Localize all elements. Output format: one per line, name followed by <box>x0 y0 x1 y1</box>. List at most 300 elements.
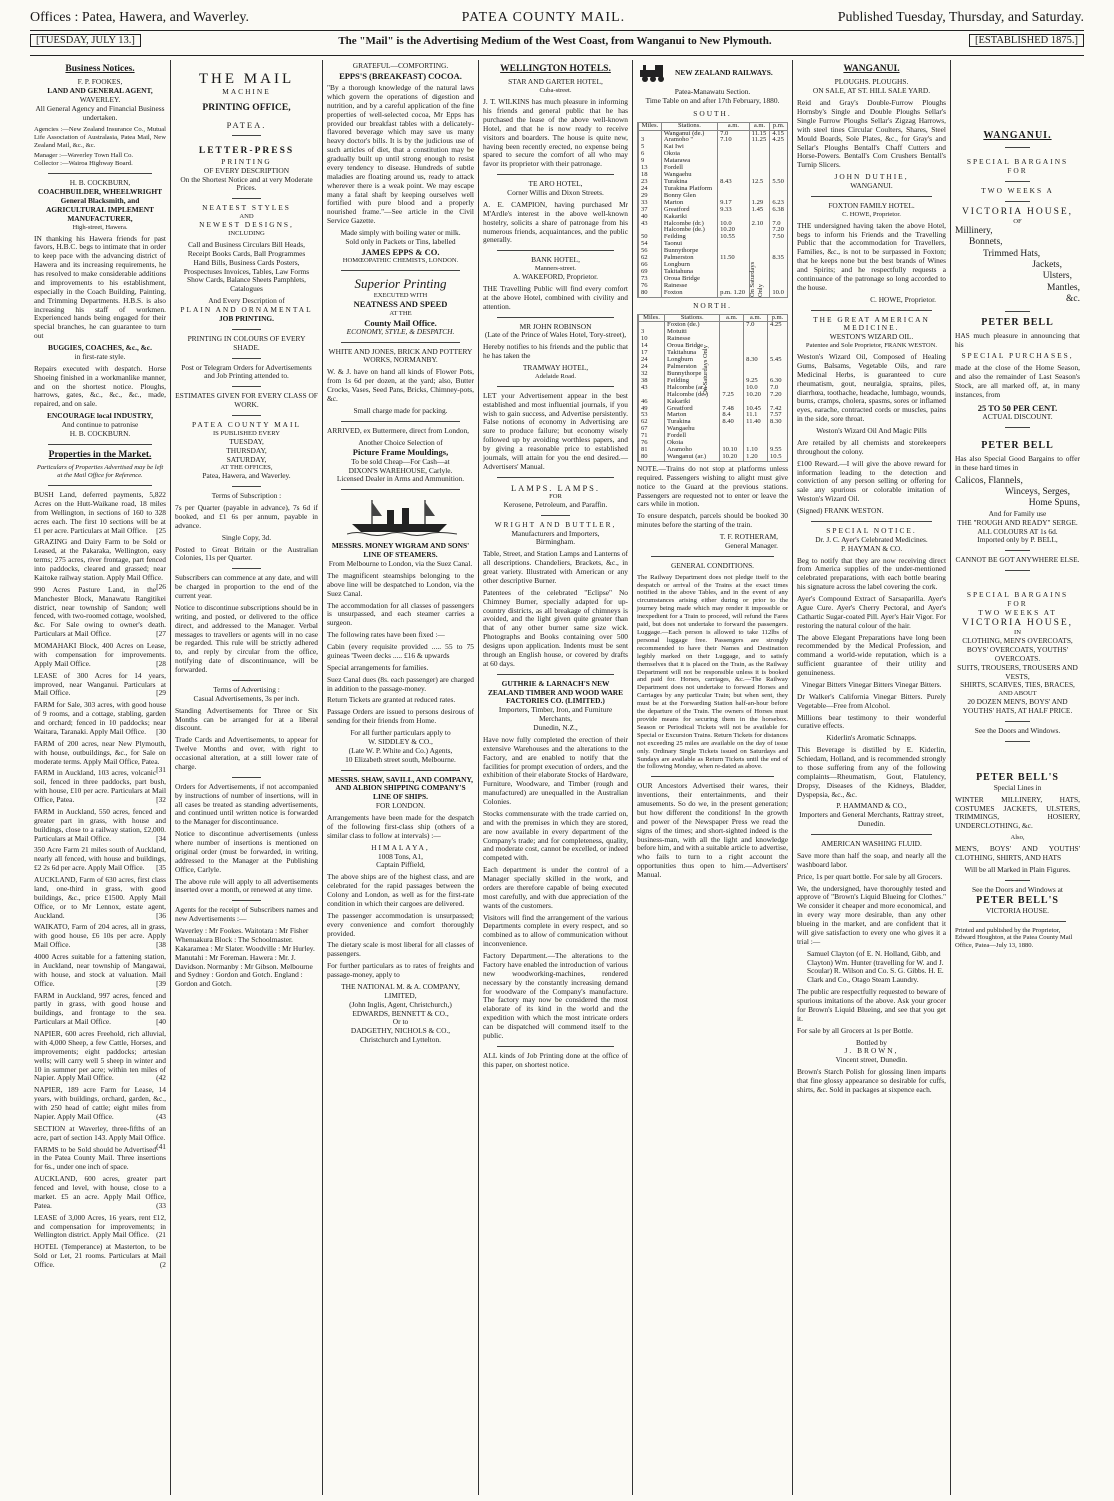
hayman: P. HAYMAN & CO. <box>840 543 903 553</box>
imported-by: Imported only by P. BELL, <box>977 535 1058 545</box>
time-cell <box>767 433 787 440</box>
time-cell <box>749 186 770 193</box>
station-cell: Rainesse <box>661 283 717 290</box>
col-am: a.m. <box>720 315 744 322</box>
station-cell: Marton <box>661 200 717 207</box>
timetable-row <box>639 336 788 343</box>
of-label: OF <box>1013 218 1022 226</box>
time-cell <box>749 158 770 165</box>
miles-cell: 24 <box>639 357 665 364</box>
timetable-row <box>639 412 788 419</box>
timetable-row <box>639 343 788 350</box>
time-cell <box>744 343 768 350</box>
published-days: Published Tuesday, Thursday, and Saturday. <box>837 10 1084 25</box>
property-ad: LEASE of 3,000 Acres, 16 years, rent £12, and compensation for improvements; in Wellington district. Apply Mail Office. (21 <box>34 1212 166 1240</box>
time-cell: p.m. 1.20 <box>718 290 750 297</box>
steamship-icon <box>347 496 457 536</box>
timetable-row <box>639 214 788 221</box>
on-sale-yard: ON SALE, AT ST. HILL SALE YARD. <box>812 86 931 96</box>
timetable-row <box>639 193 788 200</box>
bonnets: Bonnets, <box>969 237 1003 248</box>
time-cell <box>720 343 744 350</box>
ship-tons: 1008 Tons, A1, <box>378 851 423 861</box>
time-cell: 8.40 <box>720 419 744 426</box>
time-cell <box>770 151 787 158</box>
property-ad: HOTEL (Temperance) at Masterton, to be Sold or Let, 21 rooms. Particulars at Mail Office. (2 <box>34 1242 166 1270</box>
timetable-row <box>639 255 788 262</box>
economy-style: ECONOMY, STYLE, & DESPATCH. <box>346 326 455 336</box>
station-cell: Greatford <box>665 406 720 413</box>
timetable-row <box>639 283 788 290</box>
mail-machine: MACHINE <box>222 87 271 96</box>
time-cell: 7.42 <box>767 406 787 413</box>
south-timetable <box>637 122 788 298</box>
estimates: ESTIMATES GIVEN FOR EVERY CLASS OF WORK. <box>175 391 318 410</box>
family-use: And for Family use <box>988 508 1047 518</box>
time-cell <box>749 151 770 158</box>
timetable-row <box>639 137 788 144</box>
pcm-title: PATEA COUNTY MAIL <box>191 420 301 430</box>
miles-cell: 67 <box>639 426 665 433</box>
miles-cell: 43 <box>639 221 662 228</box>
station-cell: Foxton (de.) <box>665 322 720 329</box>
miles-cell: 62 <box>639 419 665 426</box>
neatest-styles: NEATEST STYLES <box>202 203 291 213</box>
rates-special: Special arrangements for families. <box>327 662 429 672</box>
star-garter-name: STAR AND GARTER HOTEL, <box>508 77 603 87</box>
fookes-place: WAVERLEY. <box>79 95 121 105</box>
locomotive-icon <box>637 62 671 84</box>
grateful-line: GRATEFUL—COMFORTING. <box>352 61 449 70</box>
station-cell: Takitahuna <box>665 350 720 357</box>
miles-cell: 76 <box>639 283 662 290</box>
station-cell: Aramoho " <box>661 137 717 144</box>
two-weeks: TWO WEEKS A <box>981 185 1054 195</box>
mantles: Mantles, <box>1047 282 1080 293</box>
wizard-and-pills: Weston's Wizard Oil And Magic Pills <box>816 426 927 436</box>
time-cell <box>718 144 750 151</box>
property-ad: 4000 Acres suitable for a fattening station, in Auckland, near township of Mangawai, with house, and stock at valuation. Mail Office. [39 <box>34 952 166 988</box>
station-cell: Kakariki <box>661 214 717 221</box>
station-cell: Okoia <box>665 440 720 447</box>
timetable-row <box>639 454 788 461</box>
station-cell: Greatford <box>661 207 717 214</box>
wj-body: W. & J. have on hand all kinds of Flower Pots, from 1s 6d per dozen, at the yard; also, Butter Crocks, Vases, Seed Pans, Bricks, Chimney-pots, &c. <box>327 367 474 403</box>
time-cell <box>749 165 770 172</box>
shaw-body4: The dietary scale is most liberal for all classes of passengers. <box>327 940 474 959</box>
epps-title: EPPS'S (BREAKFAST) COCOA. <box>339 70 462 81</box>
time-cell <box>720 371 744 378</box>
timetable-row <box>639 378 788 385</box>
calicos: Calicos, Flannels, <box>955 475 1023 486</box>
time-cell <box>718 158 750 165</box>
north-heading: NORTH. <box>693 300 732 310</box>
general-conditions-head: GENERAL CONDITIONS. <box>670 560 755 570</box>
top-rule <box>30 30 1084 31</box>
printing: PRINTING <box>221 156 272 166</box>
time-cell: 11.1 <box>744 412 768 419</box>
timetable-row <box>639 269 788 276</box>
time-cell: 10.20 <box>720 454 744 461</box>
time-cell <box>749 144 770 151</box>
wj-small: Small charge made for packing. <box>353 405 448 415</box>
time-cell <box>744 433 768 440</box>
above-rule: The above rule will apply to all advertisements inserted over a month, or renewed at any time. <box>175 876 318 895</box>
time-cell <box>744 426 768 433</box>
timetable-row <box>639 290 788 297</box>
station-cell: Wanganui (de.) <box>661 130 717 137</box>
wigram-body: The magnificent steamships belonging to the above line will be despatched to London, via the Suez Canal. <box>327 570 474 598</box>
trade-cards: Trade Cards and Advertisements, to appear for Twelve Months and over, with right to occasional alteration, at a still lower rate of charge. <box>175 735 318 771</box>
miles-cell: 81 <box>639 447 665 454</box>
time-cell <box>720 336 744 343</box>
howe-proprietor: C. HOWE, Proprietor. <box>842 210 901 218</box>
miles-cell: 13 <box>639 165 662 172</box>
time-cell <box>720 357 744 364</box>
lamps-heading: LAMPS. LAMPS. <box>510 482 601 493</box>
col-stations: Stations. <box>665 315 720 322</box>
dagg-nichols: DADGETHY, NICHOLS & CO., <box>350 1026 451 1036</box>
miles-cell: 29 <box>639 193 662 200</box>
time-cell <box>720 426 744 433</box>
general-conditions-body: The Railway Department does not pledge itself to the despatch or arrival of the Trains at the exact times notified in the above Tables, and in the event of any circumstances arising either during or prior to the journey being made which may render it impossible or inexpedient for a Train to proceed, will refund the Fares paid, but does not undertake to forward the passengers. Luggage.—Each person is allowed to take 112lbs of personal luggage free. Passengers are strongly recommended to have their Names and Destination legibly marked on their Luggage, and to satisfy themselves that it is placed on the Train, as the Railway Department will not be responsible unless it is booked and paid for. Horses, carriages, &c.—The Railway Department does not undertake to forward Horses and Carriages by any particular Train; but when sent, they must be at the Forwarding Station half-an-hour before the departure of the Train. The owners of Horses must provide means for securing them in the horsebox. Season or Periodical Tickets will not be available for Special or Excursion Trains. Return Tickets for distances not exceeding 25 miles are available on the day of issue only. Ordinary Single Tickets issued on Saturdays and Sundays are available as Return Tickets until the end of the following Monday, when re-dated as above. <box>637 573 788 771</box>
epps-sold: Sold only in Packets or Tins, labelled <box>345 236 456 246</box>
miles-cell: 5 <box>639 144 662 151</box>
rough-ready: THE "ROUGH AND READY" SERGE. <box>957 517 1078 527</box>
time-cell: 11.40 <box>744 419 768 426</box>
miles-cell: 71 <box>639 433 665 440</box>
time-cell <box>767 343 787 350</box>
time-cell: 4.15 <box>770 130 787 137</box>
time-cell <box>767 336 787 343</box>
peter-bell-2: PETER BELL <box>981 439 1054 451</box>
station-cell: Bunnythorpe <box>661 248 717 255</box>
properties-intro: Particulars of Properties Advertised may be left at the Mail Office for Reference. <box>36 464 164 480</box>
miles-cell: 80 <box>639 454 665 461</box>
timetable-row <box>639 433 788 440</box>
station-cell: Palmerston <box>661 255 717 262</box>
ploughs-body: Reid and Gray's Double-Furrow Ploughs Hornsby's Single and Double Ploughs Sellar's Single Furrow Ploughs Sellar's Zigzag Harrows, with steel tines Circular Coulters, Shares, Steel Mould Boards, Sole Plates, &c., for Gray's and Sellar's Ploughs Bentall's Chaff Cutters and Horse-Powers. Bentall's Corn Crushers Bentall's Turnip Slicers. <box>797 98 946 170</box>
time-cell: 11.50 <box>718 255 750 262</box>
miles-cell: 54 <box>639 241 662 248</box>
epps-made: Made simply with boiling water or milk. <box>340 228 461 238</box>
miles-cell: 38 <box>639 378 665 385</box>
rotheram: T. F. ROTHERAM, <box>719 532 778 542</box>
printing-office: PRINTING OFFICE, <box>202 102 291 113</box>
hammand: P. HAMMAND & CO., <box>836 801 907 811</box>
property-ad: FARM in Auckland, 997 acres, fenced and partly in grass, with good house and buildings, and frontage to the sea. Particulars at Mail Office. [40 <box>34 990 166 1027</box>
shaw-body3: The passenger accommodation is unsurpassed; every convenience and comfort thoroughly provided. <box>327 910 474 938</box>
general-manager: General Manager. <box>725 540 778 550</box>
property-ad: FARMS to be Sold should be Advertised in the Patea County Mail. Three insertions for 6s., under one inch of space. <box>34 1144 166 1172</box>
shaw-body: Arrangements have been made for the despatch of the following first-class ship (others of a similar class to follow at intervals) :— <box>327 813 474 840</box>
miles-cell: 46 <box>639 399 665 406</box>
dagg-place: Christchurch and Lyttelton. <box>359 1035 442 1045</box>
station-cell: Taonui <box>661 241 717 248</box>
timetable-row <box>639 158 788 165</box>
miles-cell: 49 <box>639 406 665 413</box>
south-rows <box>639 130 788 297</box>
time-cell <box>720 433 744 440</box>
time-cell: 4.25 <box>767 322 787 329</box>
station-cell: Wangaehu <box>661 172 717 179</box>
walker-bitters: Dr Walker's California Vinegar Bitters. Purely Vegetable—Free from Alcohol. <box>797 691 946 710</box>
actual-discount: ACTUAL DISCOUNT. <box>982 411 1053 421</box>
wb-patentee: Patentees of the celebrated "Eclipse" No Chimney Burner, specially adapted for up-country districts, as all breakage of chimneys is avoided, and the light given quite greater than that of any other burner same size wick. Photographs and Books containing over 500 designs upon application. Indents must be sent through an English house, or covered by drafts at 60 days. <box>483 587 628 668</box>
time-cell: 9.55 <box>767 447 787 454</box>
station-cell: Turakina Platform <box>661 186 717 193</box>
miles-cell: 50 <box>639 234 662 241</box>
time-cell: 7.0 <box>744 322 768 329</box>
peter-bells: PETER BELL'S <box>976 771 1059 783</box>
time-cell: 4.25 <box>770 137 787 144</box>
single-copy: Single Copy, 3d. <box>221 532 272 542</box>
cockburn-style: in first-rate style. <box>74 351 126 361</box>
time-cell: 10.10 <box>720 447 744 454</box>
duthie: JOHN DUTHIE, <box>834 172 909 182</box>
day-saturday: SATURDAY, <box>226 454 267 464</box>
cockburn-body: IN thanking his Hawera friends for past favors, H.B.C. begs to intimate that in order to keep pace with the advancing district of Hawera and its increasing requirements, he has resolved to make considerable additions and improvements to his establishment, especially in the Coach Building, Painting, and Trimming Departments. H.B.S. is also increasing his staff of workmen. Experienced hands being engaged for their special branches, he can guarantee to turn out <box>34 233 166 341</box>
including-label: INCLUDING <box>228 230 265 237</box>
letterpress: LETTER-PRESS <box>198 146 295 157</box>
bank-name: BANK HOTEL, <box>531 255 580 265</box>
agents-head: Agents for the receipt of Subscribers names and new Advertisements :— <box>175 905 318 924</box>
millions-testimony: Millions bear testimony to their wonderful curative effects. <box>797 712 946 731</box>
col-stations: Stations. <box>661 123 717 130</box>
starch-polish: Brown's Starch Polish for glossing linen imparts that fine glossy appearance so desirable for cuffs, shirts, &c. Sold in packages at sixpence each. <box>797 1067 946 1094</box>
suez-dues: Suez Canal dues (8s. each passenger) are charged in addition to the passage-money. <box>327 674 474 693</box>
wizard-oil: WESTON'S WIZARD OIL. <box>829 332 914 342</box>
wigram-accom: The accommodation for all classes of passengers is unsurpassed, and each steamer carries a surgeon. <box>327 600 474 628</box>
station-cell: Halcombe (dr.) <box>661 221 717 228</box>
cockburn-encourage: ENCOURAGE local INDUSTRY, <box>46 411 154 421</box>
bottled-by: Bottled by <box>856 1037 887 1047</box>
business-notices-heading: Business Notices. <box>65 64 135 74</box>
time-cell: 10.5 <box>767 454 787 461</box>
grocers-sale: For sale by all Grocers at 1s per Bottle. <box>797 1025 913 1035</box>
time-cell <box>770 241 787 248</box>
fookes-manager: Manager :—Waverley Town Hall Co. <box>34 152 134 160</box>
trains-note: NOTE.—Trains do not stop at platforms unless required. Passengers wishing to alight must give notice to the Guard at the previous stations. Passengers are requested not to enter or leave the cars while in motion. <box>637 463 788 509</box>
printing-items: Call and Business Circulars Bill Heads, Receipt Books Cards, Ball Programmes Hand Bills, Business Cards Posters, Prospectuses Invoices, Tables, Law Forms Show Cards, Balance Sheets Pamphlets, Catalogues <box>183 239 310 294</box>
neatness-speed: NEATNESS AND SPEED <box>353 299 448 310</box>
time-cell: 6.38 <box>770 207 787 214</box>
time-cell <box>718 262 750 269</box>
miles-cell: 24 <box>639 364 665 371</box>
miles-cell: 66 <box>639 262 662 269</box>
ayer-body: The above Elegant Preparations have long been recommended by the Medical Profession, and command a world-wide reputation, which is a sufficient guarantee of their utility and genuineness. <box>797 632 946 678</box>
ayer-list: Ayer's Compound Extract of Sarsaparilla. Ayer's Ague Cure. Ayer's Cherry Pectoral, and Ayer's Cathartic Sugar-coated Pill. Ayer's Hair Vigor. For restoring the natural colour of the hair. <box>797 594 946 630</box>
column-peter-bell <box>951 60 1084 1495</box>
star-garter-street: Cuba-street. <box>539 87 572 95</box>
time-cell: 9.17 <box>718 200 750 207</box>
orders-note: Orders for Advertisements, if not accompanied by instructions of number of insertions, will in all cases be treated as standing advertisements, and continued until written notice is forwarded to the Manager for discontinuance. <box>175 781 318 827</box>
time-cell <box>744 329 768 336</box>
north-timetable <box>637 314 788 462</box>
miles-cell: 69 <box>639 269 662 276</box>
timetable-row <box>639 364 788 371</box>
reward-notice: £100 Reward.—I will give the above reward for information leading to the detection and conviction of any person selling or offering for sale any spurious or colorable imitation of Weston's Wizard Oil. <box>797 458 946 504</box>
time-cell: 2.10 <box>749 221 770 228</box>
properties-heading: Properties in the Market. <box>48 449 152 460</box>
timetable-row <box>639 419 788 426</box>
time-cell <box>770 165 787 172</box>
posted-rate: Posted to Great Britain or the Australian Colonies, 11s per Quarter. <box>175 544 318 563</box>
particulars-apply: For all further particulars apply to <box>350 728 451 737</box>
station-cell: Takitahuna <box>661 269 717 276</box>
for-london: FOR LONDON. <box>375 801 426 811</box>
time-cell: 11.25 <box>749 137 770 144</box>
fookes-title: LAND AND GENERAL AGENT, <box>47 86 153 96</box>
dixon-warehouse: DIXON'S WAREHOUSE, Carlyle. <box>348 465 453 475</box>
timetable-row <box>639 165 788 172</box>
fookes-line: All General Agency and Financial Business undertaken. <box>35 104 165 122</box>
fookes-collector: Collector :—Wairoa Highway Board. <box>34 160 133 168</box>
station-cell: Fordell <box>665 433 720 440</box>
miles-cell: 53 <box>639 412 665 419</box>
shaw-body2: The above ships are of the highest class, and are celebrated for the rapid passages between the Colony and London, as well as for the first-rate condition in which their cargoes are delivered. <box>327 872 474 908</box>
miles-cell: 32 <box>639 371 665 378</box>
property-ad: NAPIER, 189 acre Farm for Lease, 14 years, with buildings, orchard, garden, &c., with 250 head of cattle; eight miles from Napier. Apply Mail Office. (43 <box>34 1085 166 1121</box>
time-cell: 7.0 <box>767 385 787 392</box>
miles-cell: 40 <box>639 214 662 221</box>
licensed-dealer: Licensed Dealer in Arms and Ammunition. <box>336 474 465 484</box>
job-printing-notice: ALL kinds of Job Printing done at the office of this paper, on shortest notice. <box>483 1050 628 1069</box>
at-offices: AT THE OFFICES, <box>220 464 273 472</box>
time-cell <box>749 234 770 241</box>
and-label: AND <box>239 213 254 221</box>
timetable-row <box>639 440 788 447</box>
time-cell <box>720 350 744 357</box>
property-ad: 350 Acre Farm 21 miles south of Auckland, nearly all fenced, with house and buildings, £2 2s 6d per acre. Apply Mail Office. [35 <box>34 845 166 873</box>
to-be-sold: To be sold Cheap—For Cash—at <box>351 456 450 466</box>
bank-body: THE Travelling Public will find every comfort at the above Hotel, combined with civility and attention. <box>483 283 628 311</box>
time-cell: 7.50 <box>770 234 787 241</box>
foxton-hotel-head: FOXTON FAMILY HOTEL. <box>828 200 915 210</box>
ulsters: Ulsters, <box>1042 271 1072 282</box>
millinery: Millinery, <box>955 225 993 236</box>
casual-rate: Casual Advertisements, 3s per inch. <box>193 693 300 703</box>
guthrie-body: Have now fully completed the erection of their extensive Warehouses and the alterations to the Factory, and are enabled to notify that the facilities for prompt execution of orders, and the exhibition of their elaborate Stocks of Hardware, Furniture, Woodware, and Timber (rough and manufactured) are unequalled in the Australian Colonies. <box>483 734 628 807</box>
wizard-patentee: Patentee and Sole Proprietor, FRANK WESTON. <box>805 342 938 350</box>
washing-fluid: AMERICAN WASHING FLUID. <box>821 839 922 849</box>
guthrie-trade: Importers, Timber, Iron, and Furniture Merchants, <box>498 705 613 724</box>
printing-place: PATEA. <box>226 120 267 131</box>
plain-ornamental: PLAIN AND ORNAMENTAL <box>180 305 313 315</box>
time-cell: 7.10 <box>718 137 750 144</box>
column-wanganui-foxton <box>793 60 950 1495</box>
time-cell <box>770 262 787 269</box>
special-purchases: SPECIAL PURCHASES, <box>961 351 1074 361</box>
cockburn-street: High-street, Hawera. <box>72 223 128 231</box>
day-tuesday: TUESDAY, <box>229 436 264 446</box>
and-about: AND ABOUT <box>998 690 1037 698</box>
suits-list: SUITS, TROUSERS, TROUSERS AND VESTS, <box>957 662 1078 681</box>
see-doors-2: See the Doors and Windows at <box>972 884 1063 894</box>
timetable-row <box>639 399 788 406</box>
see-doors: See the Doors and Windows. <box>974 725 1061 735</box>
per-quarter: 7s per Quarter (payable in advance), 7s 6d if booked, and £1 6s per annum, payable in advance. <box>175 503 318 530</box>
agents-list: Waverley : Mr Fookes. Waitotara : Mr Fisher Whenuakura Block : The Schoolmaster. Kakaramea : Mr Slater. Woodville : Mr Hurley. Manutahi : Mr Foreman. Hawera : Mr. J. Davidson. Normanby : Mr Gibson. Melbourne and Sydney : Gordon and Gotch. England : Gordon and Gotch. <box>175 926 315 989</box>
signed-weston: (Signed) FRANK WESTON. <box>797 506 884 516</box>
robinson-body: Hereby notifies to his friends and the public that he has taken the <box>483 342 628 361</box>
guthrie-head: GUTHRIE & LARNACH'S NEW ZEALAND TIMBER AND WOOD WARE FACTORIES CO. (LIMITED.) <box>487 678 624 706</box>
ship-name: HIMALAYA, <box>371 842 430 852</box>
ploughs-heading: PLOUGHS. PLOUGHS. <box>834 77 909 87</box>
station-cell: Okoia <box>661 151 717 158</box>
standing-rate: Standing Advertisements for Three or Six Months can be arranged for at a liberal discount. <box>175 705 318 733</box>
howe-body: THE undersigned having taken the above Hotel, begs to inform his Friends and the Travelling Public that the accommodation for Travellers, Families, &c., is not to be surpassed in Foxton; that he keeps none but the best brands of Wines and Spirits; and he respectfully requests a continuance of the patronage so long accorded to the house. <box>797 220 946 292</box>
special-lines: Special Lines in <box>993 782 1042 792</box>
steamship-illustration <box>347 496 454 536</box>
terms-subscription: Terms of Subscription : <box>211 491 282 501</box>
return-tickets: Return Tickets are granted at reduced rates. <box>327 695 456 705</box>
timetable-row <box>639 227 788 234</box>
header-rule <box>30 55 1084 56</box>
jackets: Jackets, <box>1032 260 1062 271</box>
executed-with: EXECUTED WITH <box>373 291 428 299</box>
shirts-list: SHIRTS, SCARVES, TIES, BRACES, <box>960 680 1075 690</box>
timetable-row <box>639 207 788 214</box>
testimonial-signers: Samuel Clayton (of E. N. Holland, Gibb, and Clayton) Wm. Hunter (travelling for W. and J. Scoular) R. Wilson and Co. S. G. Gibbs. H. E. Clark and Co., Otago Steam Laundry. <box>807 948 944 985</box>
mail-title: THE MAIL <box>198 71 295 87</box>
saturdays-only-south: On Saturdays Only <box>749 261 765 297</box>
victoria-house-3: VICTORIA HOUSE. <box>985 905 1050 915</box>
newest-designs: NEWEST DESIGNS, <box>199 220 294 230</box>
timetable-row <box>639 151 788 158</box>
cockburn-repairs: Repairs executed with despatch. Horse Shoeing finished in a workmanlike manner, and on the shortest notice. Ploughs, harrows, gates, &c., &c., &c., made, repaired, and on sale. <box>34 363 166 409</box>
property-ad: MOMAHAKI Block, 400 Acres on Lease, with compensation for improvements. Apply Mail Office. [28 <box>34 641 166 668</box>
time-cell <box>770 186 787 193</box>
time-cell <box>749 227 770 234</box>
time-cell <box>770 276 787 283</box>
timetable-row <box>639 179 788 186</box>
miles-cell: 9 <box>639 158 662 165</box>
two-weeks-at: TWO WEEKS AT <box>978 607 1057 617</box>
station-cell: Wangaehu <box>665 426 720 433</box>
miles-cell: 33 <box>639 200 662 207</box>
percent-discount: 25 TO 50 PER CENT. <box>977 402 1058 413</box>
adelaide-road: Adelaide Road. <box>534 372 576 380</box>
time-cell <box>720 322 744 329</box>
special-bargains-2: SPECIAL BARGAINS FOR <box>966 590 1069 609</box>
cannot-get: CANNOT BE GOT ANYWHERE ELSE. <box>955 555 1080 565</box>
column-epps-shipping <box>323 60 478 1495</box>
tearo-body: A. E. CAMPION, having purchased Mr M'Ardle's interest in the above well-known hostelry, solicits a share of patronage from his numerous friends, acquaintances, and the public generally. <box>483 199 628 245</box>
station-cell: Marton <box>665 412 720 419</box>
wj-head: WHITE AND JONES, BRICK AND POTTERY WORKS, NORMANBY. <box>328 346 473 365</box>
property-ad: AUCKLAND, Farm of 630 acres, first class land, one-third in grass, with good buildings, &c., price £1500. Apply Mail Office, or to Mr Lennox, estate agent, Auckland. [36 <box>34 875 166 920</box>
kiderlin-body: This Beverage is distilled by E. Kiderlin, Schiedam, Holland, and is recommended strongly to those suffering from any of the following complaints—Rheumatism, Gout, Flatulency, Dropsy, Diseases of the Kidneys, Bladder, Dyspepsia, &c., &c. <box>797 745 946 799</box>
wright-buttler: WRIGHT AND BUTTLER, <box>494 519 617 529</box>
ship-captain: Captain Piffield, <box>376 860 425 870</box>
peter-bells-2: PETER BELL'S <box>976 894 1059 906</box>
wanganui-heading: WANGANUI. <box>843 64 900 74</box>
also-special: Has also Special Good Bargains to offer in these hard times in <box>955 453 1080 472</box>
miles-cell: 24 <box>639 186 662 193</box>
winceys: Winceys, Serges, <box>1004 486 1070 497</box>
station-cell: Aramoho <box>665 447 720 454</box>
tramway-hotel: TRAMWAY HOTEL, <box>522 363 589 373</box>
property-ad: FARM of 200 acres, near New Plymouth, with house, outbuildings, &c., for Sale on moderate terms. Apply Mail Office, Patea. [31 <box>34 738 166 775</box>
time-cell: 8.4 <box>720 412 744 419</box>
col-am2: a.m. <box>749 123 770 130</box>
trimmed-hats: Trimmed Hats, <box>983 248 1041 259</box>
time-cell <box>770 269 787 276</box>
cockburn-name: H. B. COCKBURN, <box>69 178 131 188</box>
shortest-notice: On the Shortest Notice and at very Moderate Prices. <box>180 174 313 193</box>
tearo-name: TE ARO HOTEL, <box>528 179 583 189</box>
